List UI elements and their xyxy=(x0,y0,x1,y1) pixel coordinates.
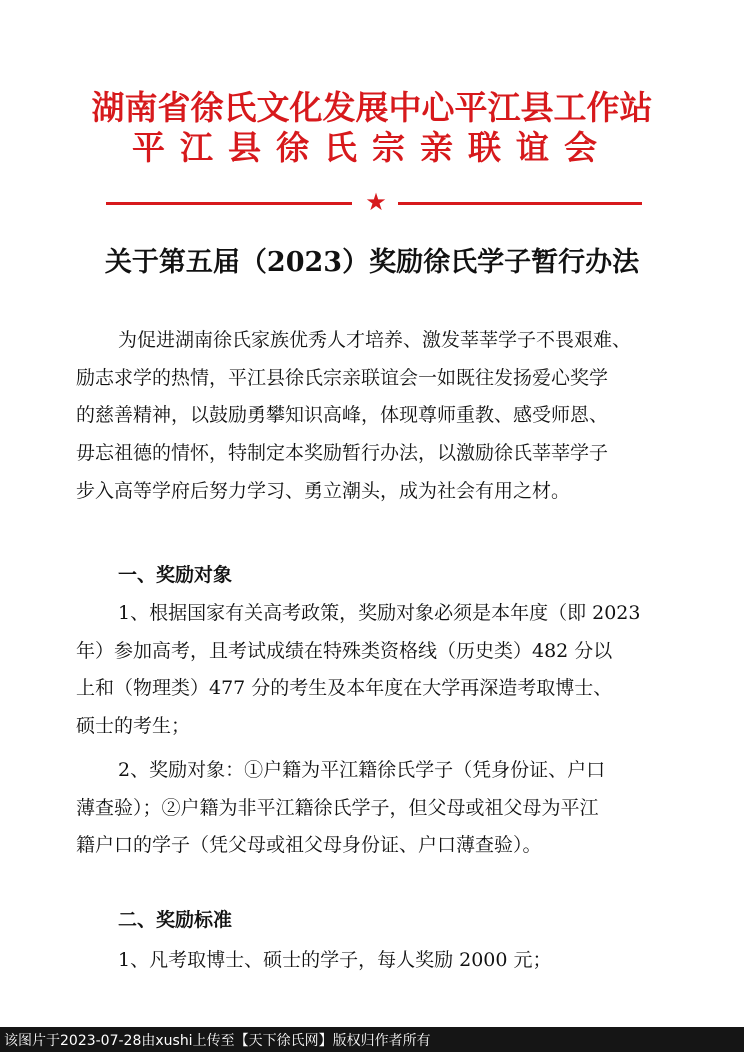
star-icon: ★ xyxy=(365,188,387,216)
section-2-heading: 二、奖励标准 xyxy=(118,909,233,931)
section-1-item-1 xyxy=(76,595,676,746)
intro-line: 的慈善精神，以鼓励勇攀知识高峰，体现尊师重教、感受师恩、 xyxy=(76,404,609,427)
item-line: 薄查验）；②户籍为非平江籍徐氏学子，但父母或祖父母为平江 xyxy=(76,796,599,819)
document-title: 关于第五届（2023）奖励徐氏学子暂行办法 xyxy=(104,247,640,278)
section-1-item-2 xyxy=(76,752,676,865)
item-line: 籍户口的学子（凭父母或祖父母身份证、户口薄查验）。 xyxy=(76,834,542,857)
watermark-text: 该图片于2023-07-28由xushi上传至【天下徐氏网】版权归作者所有 xyxy=(4,1033,431,1049)
section-2-item-1 xyxy=(76,942,676,980)
section-1-heading: 一、奖励对象 xyxy=(118,564,233,586)
red-divider-right xyxy=(398,202,642,205)
item-line: 上和（物理类）477 分的考生及本年度在大学再深造考取博士、 xyxy=(76,677,613,700)
item-line: 年）参加高考，且考试成绩在特殊类资格线（历史类）482 分以 xyxy=(76,639,613,662)
item-line: 硕士的考生； xyxy=(76,715,191,738)
item-line: 1、凡考取博士、硕士的学子，每人奖励 2000 元； xyxy=(118,949,552,971)
org-name-line-2: 平江县徐氏宗亲联谊会 xyxy=(132,128,612,167)
item-line: 2、奖励对象：①户籍为平江籍徐氏学子（凭身份证、户口 xyxy=(118,759,606,781)
intro-line: 步入高等学府后努力学习、勇立潮头，成为社会有用之材。 xyxy=(76,479,571,502)
intro-line: 毋忘祖德的情怀，特制定本奖励暂行办法，以激励徐氏莘莘学子 xyxy=(76,442,609,465)
item-line: 1、根据国家有关高考政策，奖励对象必须是本年度（即 2023 xyxy=(118,602,641,624)
org-name-line-1: 湖南省徐氏文化发展中心平江县工作站 xyxy=(91,88,653,127)
intro-line: 为促进湖南徐氏家族优秀人才培养、激发莘莘学子不畏艰难、 xyxy=(118,329,632,351)
intro-line: 励志求学的热情，平江县徐氏宗亲联谊会一如既往发扬爱心奖学 xyxy=(76,366,609,389)
intro-paragraph xyxy=(76,322,676,511)
red-divider-left xyxy=(106,202,352,205)
